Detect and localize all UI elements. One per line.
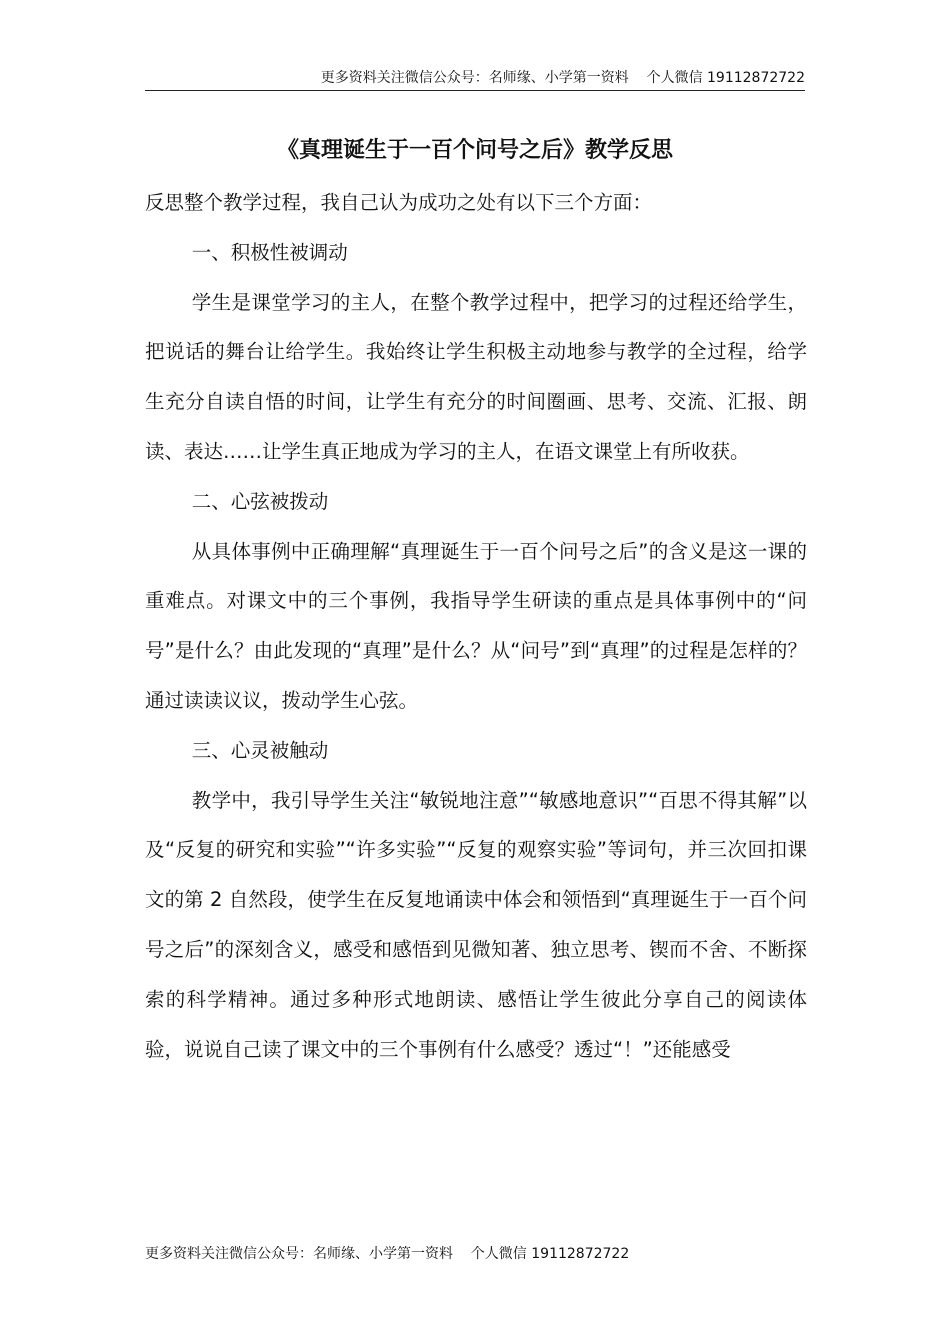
footer-text: 更多资料关注微信公众号：名师缘、小学第一资料 个人微信 19112872722: [145, 1246, 630, 1262]
intro-paragraph: 反思整个教学过程，我自己认为成功之处有以下三个方面：: [145, 191, 653, 214]
body-paragraph-1: 学生是课堂学习的主人，在整个教学过程中，把学习的过程还给学生，把说话的舞台让给学生。我始终让学生积极主动地参与教学的全过程，给学生充分自读自悟的时间，让学生有充分的时间圈画、思考、交流、汇报、朗读、表达……让学生真正地成为学习的主人，在语文课堂上有所收获。: [145, 290, 807, 463]
header-text: 更多资料关注微信公众号：名师缘、小学第一资料 个人微信 19112872722: [320, 70, 805, 86]
body-paragraph-3: 教学中，我引导学生关注“敏锐地注意”“敏感地意识”“百思不得其解”以及“反复的研究和实验”“许多实验”“反复的观察实验”等词句，并三次回扣课文的第 2 自然段，使学生在反复地诵读中体会和领悟到“真理诞生于一百个问号之后”的深刻含义，感受和感悟到见微知著、独立思考、锲而不舍、不断探索的科学精神。通过多种形式地朗读、感悟让学生彼此分享自己的阅读体验，说说自己读了课文中的三个事例有什么感受？透过“！”还能感受: [145, 788, 807, 1061]
section-heading-3: 三、心灵被触动: [191, 738, 329, 762]
section-heading-1: 一、积极性被调动: [191, 240, 348, 264]
document-title: 《真理诞生于一百个问号之后》教学反思: [276, 138, 673, 163]
body-paragraph-2: 从具体事例中正确理解“真理诞生于一百个问号之后”的含义是这一课的重难点。对课文中的三个事例，我指导学生研读的重点是具体事例中的“问号”是什么？由此发现的“真理”是什么？从“问号”到“真理”的过程是怎样的？通过读读议议，拨动学生心弦。: [145, 539, 807, 712]
page-footer: [145, 1244, 629, 1264]
page-header: [145, 68, 805, 91]
document-body: [145, 178, 807, 1074]
section-heading-2: 二、心弦被拨动: [191, 489, 329, 513]
